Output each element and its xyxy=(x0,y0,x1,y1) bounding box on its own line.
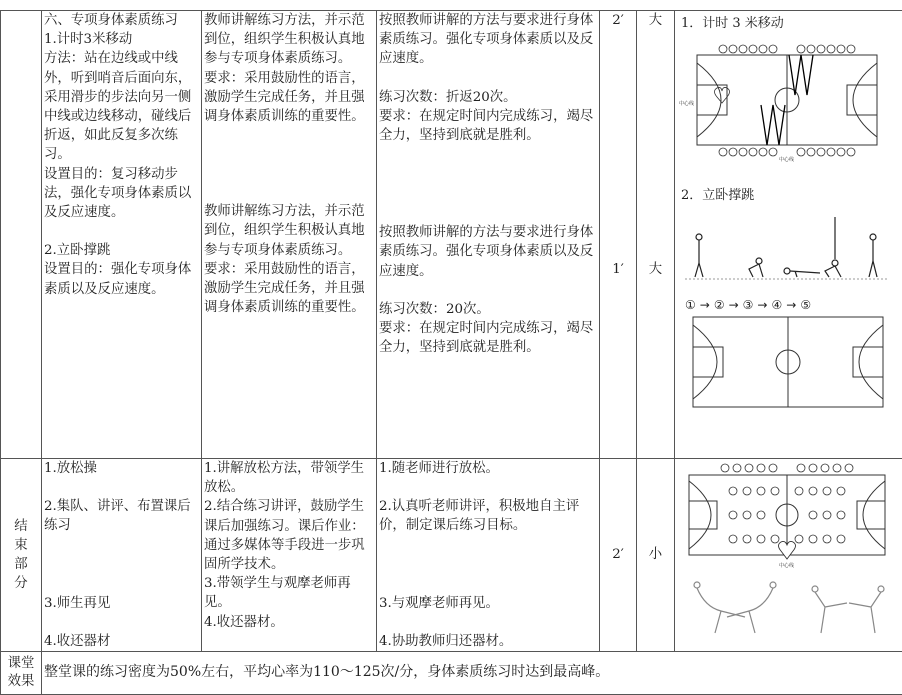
figure-1-title: 1．计时 3 米移动 xyxy=(681,15,902,33)
end-content-1: 1.放松操 xyxy=(44,459,199,478)
end-content-gap xyxy=(44,478,199,497)
end-student-gap xyxy=(379,478,597,497)
lesson-plan-table xyxy=(0,10,902,695)
end-content-3: 3.师生再见 xyxy=(44,594,199,613)
step-arrow-4: → xyxy=(786,298,800,312)
teacher-1-method: 教师讲解练习方法，并示范到位，组织学生积极认真地参与专项身体素质练习。 xyxy=(204,11,374,69)
effect-label-cell xyxy=(1,652,42,695)
court-diagram-burpee xyxy=(675,313,897,413)
step-arrow-3: → xyxy=(757,298,771,312)
intensity-gap xyxy=(639,30,672,260)
student-gap-2 xyxy=(379,145,597,223)
step-2: ② xyxy=(714,298,729,312)
student-1-method: 按照教师讲解的方法与要求进行身体素质练习。强化专项身体素质以及反应速度。 xyxy=(379,11,597,69)
content-purpose-1: 设置目的：复习移动步法，强化专项身体素质以及反应速度。 xyxy=(44,165,199,223)
section-label-ending xyxy=(1,459,42,652)
intensity-cell xyxy=(637,11,675,459)
end-content-2: 2.集队、讲评、布置课后练习 xyxy=(44,497,199,535)
student-cell xyxy=(377,11,600,459)
step-5: ⑤ xyxy=(800,298,815,312)
row-special-fitness xyxy=(1,11,902,459)
student-2-count: 练习次数：20次。 xyxy=(379,300,597,319)
content-purpose-2: 设置目的：强化专项身体素质以及反应速度。 xyxy=(44,260,199,298)
section-cell-empty xyxy=(1,11,42,459)
step-arrow-1: → xyxy=(700,298,714,312)
end-figure-cell xyxy=(675,459,902,652)
time-2: 1′ xyxy=(602,260,634,279)
content-heading: 六、专项身体素质练习 xyxy=(44,11,199,30)
end-student-1: 1.随老师进行放松。 xyxy=(379,459,597,478)
student-1-require: 要求：在规定时间内完成练习，竭尽全力，坚持到底就是胜利。 xyxy=(379,107,597,145)
teacher-1-require: 要求：采用鼓励性的语言，激励学生完成任务，并且强调身体素质训练的重要性。 xyxy=(204,69,374,127)
end-student-2: 2.认真听老师讲评，积极地自主评价，制定课后练习目标。 xyxy=(379,497,597,535)
figure-2-title: 2．立卧撑跳 xyxy=(681,187,902,205)
step-1: ① xyxy=(685,298,700,312)
section-char-2: 束 xyxy=(3,536,39,555)
end-student-gap-2 xyxy=(379,536,597,594)
end-teacher-4: 4.收还器材。 xyxy=(204,613,374,632)
stretching-figures xyxy=(675,577,897,641)
end-student-cell xyxy=(377,459,600,652)
end-intensity-cell xyxy=(637,459,675,652)
student-2-require: 要求：在规定时间内完成练习，竭尽全力，坚持到底就是胜利。 xyxy=(379,319,597,357)
end-intensity: 小 xyxy=(649,547,662,562)
end-time: 2′ xyxy=(612,547,624,562)
row-ending xyxy=(1,459,902,652)
effect-label-1: 课堂 xyxy=(3,655,39,673)
end-teacher-1: 1.讲解放松方法，带领学生放松。 xyxy=(204,459,374,497)
step-3: ③ xyxy=(743,298,758,312)
time-1: 2′ xyxy=(602,11,634,30)
content-method: 方法：站在边线或中线外，听到哨音后面向东，采用滑步的步法向另一侧中线或边线移动，碰线后折返，如此反复多次练习。 xyxy=(44,49,199,164)
end-content-gap-2 xyxy=(44,536,199,594)
content-cell xyxy=(42,11,202,459)
end-time-cell xyxy=(600,459,637,652)
teacher-2-method: 教师讲解练习方法，并示范到位，组织学生积极认真地参与专项身体素质练习。 xyxy=(204,202,374,260)
court-mid-label: 中心线 xyxy=(779,156,794,163)
section-char-1: 结 xyxy=(3,517,39,536)
content-item-2: 2.立卧撑跳 xyxy=(44,241,199,260)
intensity-1: 大 xyxy=(639,11,672,30)
end-teacher-3: 3.带领学生与观摩老师再见。 xyxy=(204,574,374,612)
end-teacher-cell xyxy=(202,459,377,652)
end-court-label: 中心线 xyxy=(779,562,794,569)
row-effect xyxy=(1,652,902,695)
step-4: ④ xyxy=(771,298,786,312)
teacher-2-require: 要求：采用鼓励性的语言，激励学生完成任务，并且强调身体素质训练的重要性。 xyxy=(204,260,374,318)
student-gap-1 xyxy=(379,69,597,88)
student-gap-3 xyxy=(379,281,597,300)
time-gap xyxy=(602,30,634,260)
step-arrow-2: → xyxy=(729,298,743,312)
court-diagram-shuttle xyxy=(675,35,897,165)
content-item-1: 1.计时3米移动 xyxy=(44,30,199,49)
court-center-label: 中心线 xyxy=(679,100,694,107)
end-content-gap-3 xyxy=(44,613,199,632)
end-student-3: 3.与观摩老师再见。 xyxy=(379,594,597,613)
end-content-cell xyxy=(42,459,202,652)
end-content-4: 4.收还器材 xyxy=(44,632,199,651)
end-student-gap-3 xyxy=(379,613,597,632)
section-char-3: 部 xyxy=(3,555,39,574)
teacher-gap xyxy=(204,126,374,202)
student-2-method: 按照教师讲解的方法与要求进行身体素质练习。强化专项身体素质以及反应速度。 xyxy=(379,223,597,281)
effect-text: 整堂课的练习密度为50%左右，平均心率为110～125次/分，身体素质练习时达到最高峰。 xyxy=(44,664,609,680)
content-gap xyxy=(44,222,199,241)
effect-label-2: 效果 xyxy=(3,673,39,691)
court-diagram-ending xyxy=(675,459,897,571)
burpee-step-sequence xyxy=(685,297,902,313)
burpee-figures xyxy=(675,207,897,287)
teacher-cell xyxy=(202,11,377,459)
end-teacher-2: 2.结合练习讲评，鼓励学生课后加强练习。课后作业：通过多媒体等手段进一步巩固所学技术。 xyxy=(204,497,374,574)
intensity-2: 大 xyxy=(639,260,672,279)
time-cell xyxy=(600,11,637,459)
student-1-count: 练习次数：折返20次。 xyxy=(379,88,597,107)
end-student-4: 4.协助教师归还器材。 xyxy=(379,632,597,651)
figure-cell xyxy=(675,11,902,459)
section-char-4: 分 xyxy=(3,574,39,593)
effect-text-cell xyxy=(42,652,902,695)
